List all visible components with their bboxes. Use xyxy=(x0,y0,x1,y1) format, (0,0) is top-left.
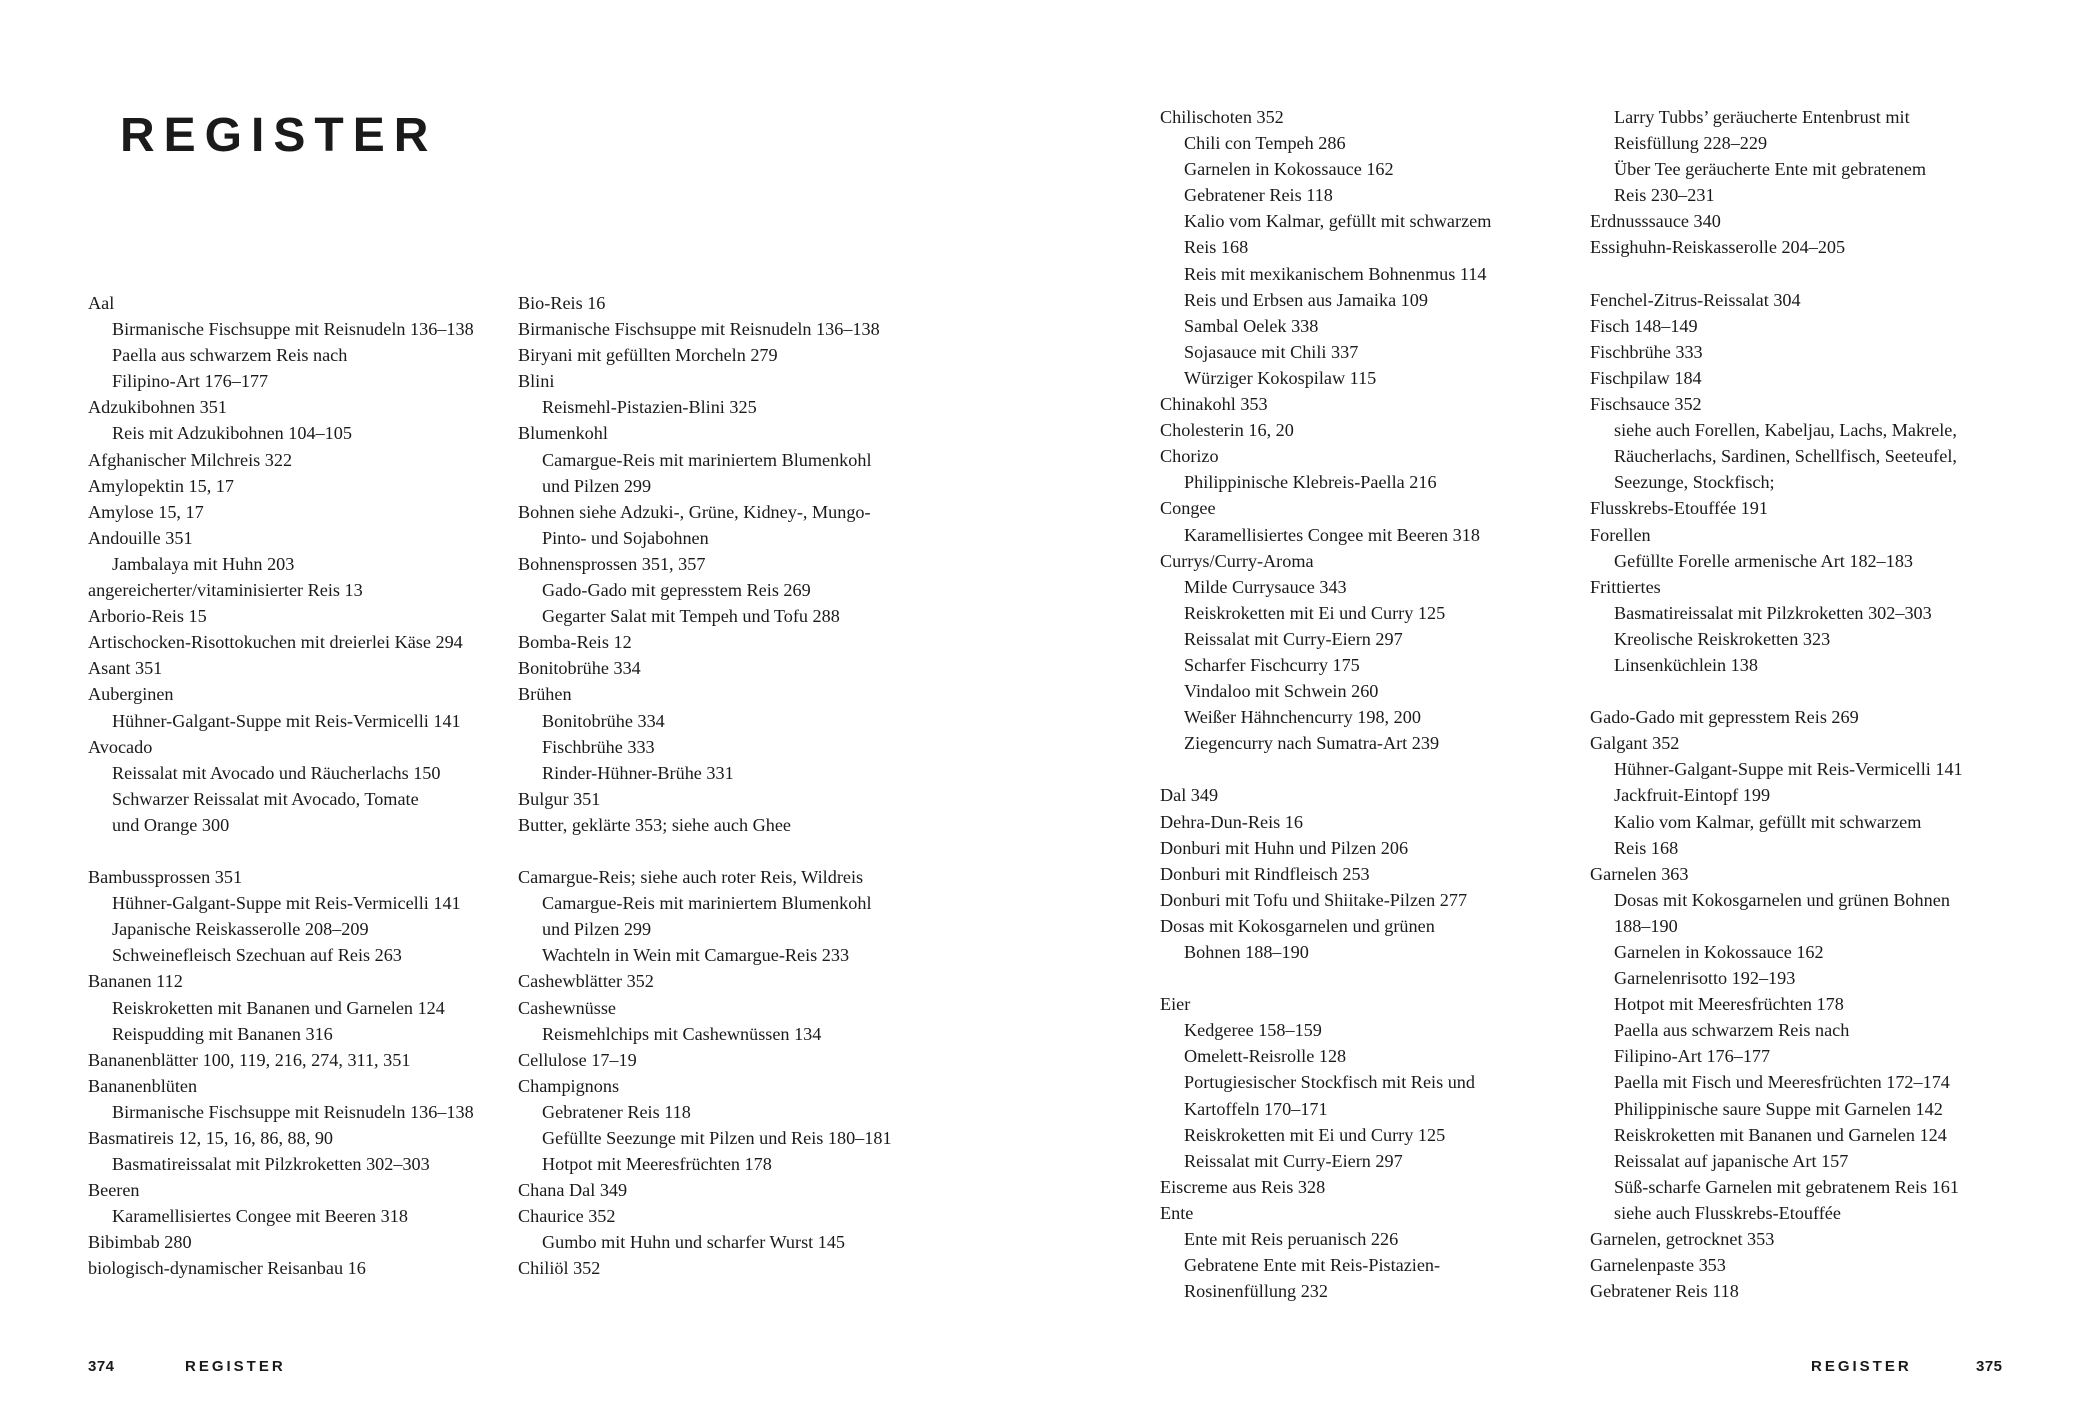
index-entry: Forellen xyxy=(1590,524,1651,545)
index-subentry: Garnelenrisotto 192–193 xyxy=(1614,968,1796,989)
index-subentry: Omelett-Reisrolle 128 xyxy=(1184,1046,1347,1067)
index-subentry: Würziger Kokospilaw 115 xyxy=(1184,367,1377,388)
index-entry: Essighuhn-Reiskasserolle 204–205 xyxy=(1590,237,1846,258)
index-subentry: Paella aus schwarzem Reis nach xyxy=(112,345,348,366)
index-subentry: Karamellisiertes Congee mit Beeren 318 xyxy=(1184,524,1480,545)
index-subentry: Birmanische Fischsuppe mit Reisnudeln 136–138 xyxy=(112,319,474,340)
index-entry: Camargue-Reis; siehe auch roter Reis, Wildreis xyxy=(518,867,864,888)
right-page-number: 375 xyxy=(1976,1358,2003,1375)
left-running-head: REGISTER xyxy=(185,1358,286,1375)
index-entry: Dal 349 xyxy=(1160,785,1219,806)
index-entry: Donburi mit Huhn und Pilzen 206 xyxy=(1160,837,1409,858)
index-subentry: und Pilzen 299 xyxy=(542,475,652,496)
index-entry: Donburi mit Tofu und Shiitake-Pilzen 277 xyxy=(1160,889,1468,910)
index-entry: Cashewblätter 352 xyxy=(518,971,654,992)
index-subentry: Reis 230–231 xyxy=(1614,185,1715,206)
index-entry: Flusskrebs-Etouffée 191 xyxy=(1590,498,1768,519)
index-entry: Galgant 352 xyxy=(1590,733,1680,754)
index-entry: Birmanische Fischsuppe mit Reisnudeln 136–138 xyxy=(518,319,880,340)
index-entry: Bananenblätter 100, 119, 216, 274, 311, 351 xyxy=(88,1049,411,1070)
index-subentry: Reis und Erbsen aus Jamaika 109 xyxy=(1184,289,1428,310)
index-entry: biologisch-dynamischer Reisanbau 16 xyxy=(88,1258,366,1279)
index-entry: Bibimbab 280 xyxy=(88,1232,192,1253)
index-subentry: Gebratene Ente mit Reis-Pistazien- xyxy=(1184,1255,1441,1276)
index-subentry: Philippinische saure Suppe mit Garnelen 142 xyxy=(1614,1098,1943,1119)
index-subentry: Japanische Reiskasserolle 208–209 xyxy=(112,919,369,940)
index-entry: Dosas mit Kokosgarnelen und grünen xyxy=(1160,915,1435,936)
index-entry: Eiscreme aus Reis 328 xyxy=(1160,1176,1326,1197)
index-entry: Cashewnüsse xyxy=(518,997,616,1018)
index-subentry: Weißer Hähnchencurry 198, 200 xyxy=(1184,707,1421,728)
index-entry: Basmatireis 12, 15, 16, 86, 88, 90 xyxy=(88,1128,334,1148)
left-page-number: 374 xyxy=(88,1358,115,1375)
index-subentry: und Pilzen 299 xyxy=(542,919,652,940)
index-subentry: Reiskroketten mit Bananen und Garnelen 124 xyxy=(1614,1124,1947,1145)
index-subentry: Kedgeree 158–159 xyxy=(1184,1020,1322,1041)
index-subentry: Pinto- und Sojabohnen xyxy=(542,527,709,548)
index-entry: Avocado xyxy=(88,736,153,757)
index-entry: Bambussprossen 351 xyxy=(88,867,243,888)
index-entry: Amylose 15, 17 xyxy=(88,501,204,522)
index-subentry: Paella mit Fisch und Meeresfrüchten 172–174 xyxy=(1614,1072,1950,1093)
index-entry: Dehra-Dun-Reis 16 xyxy=(1160,811,1303,832)
index-subentry: und Orange 300 xyxy=(112,814,230,835)
index-subentry: Bonitobrühe 334 xyxy=(542,710,665,731)
index-subentry: Basmatireissalat mit Pilzkroketten 302–303 xyxy=(1614,602,1932,623)
index-subentry: Gado-Gado mit gepresstem Reis 269 xyxy=(542,580,811,601)
index-subentry: Rinder-Hühner-Brühe 331 xyxy=(542,762,734,783)
right-running-head: REGISTER xyxy=(1811,1358,1912,1375)
index-entry: Andouille 351 xyxy=(88,527,193,548)
index-subentry: Reismehl-Pistazien-Blini 325 xyxy=(542,397,757,418)
index-entry: Blini xyxy=(518,371,555,392)
index-subentry: 188–190 xyxy=(1614,915,1678,936)
index-subentry: Camargue-Reis mit mariniertem Blumenkohl xyxy=(542,893,872,914)
index-subentry: Reis 168 xyxy=(1184,237,1249,258)
index-subentry: Bohnen 188–190 xyxy=(1184,942,1309,962)
index-entry: Eier xyxy=(1160,994,1191,1015)
index-subentry: Chili con Tempeh 286 xyxy=(1184,133,1346,154)
index-entry: Bohnen siehe Adzuki-, Grüne, Kidney-, Mungo- xyxy=(518,501,871,522)
index-entry: Fischbrühe 333 xyxy=(1590,341,1703,362)
index-subentry: Hotpot mit Meeresfrüchten 178 xyxy=(1614,994,1844,1015)
index-subentry: Gefüllte Seezunge mit Pilzen und Reis 180–181 xyxy=(542,1128,892,1148)
index-subentry: Scharfer Fischcurry 175 xyxy=(1184,654,1360,675)
index-entry: Gebratener Reis 118 xyxy=(1590,1281,1739,1302)
section-gap xyxy=(1160,756,1570,782)
index-entry: Chilischoten 352 xyxy=(1160,107,1284,127)
index-entry: Bananenblüten xyxy=(88,1075,198,1096)
index-subentry: Gumbo mit Huhn und scharfer Wurst 145 xyxy=(542,1232,846,1253)
index-subentry: Reis 168 xyxy=(1614,837,1679,858)
index-subentry: Reiskroketten mit Ei und Curry 125 xyxy=(1184,1124,1446,1145)
section-gap xyxy=(1590,261,2000,287)
section-gap xyxy=(1160,965,1570,991)
index-subentry: Räucherlachs, Sardinen, Schellfisch, Seeteufel, xyxy=(1614,446,1957,467)
index-subentry: siehe auch Forellen, Kabeljau, Lachs, Makrele, xyxy=(1614,420,1957,441)
index-subentry: Seezunge, Stockfisch; xyxy=(1614,472,1775,493)
index-entry: Fisch 148–149 xyxy=(1590,315,1698,336)
index-subentry: Schweinefleisch Szechuan auf Reis 263 xyxy=(112,945,402,966)
index-subentry: Kalio vom Kalmar, gefüllt mit schwarzem xyxy=(1614,811,1922,832)
index-subentry: Karamellisiertes Congee mit Beeren 318 xyxy=(112,1206,408,1227)
index-subentry: Hühner-Galgant-Suppe mit Reis-Vermicelli 141 xyxy=(112,710,461,731)
index-entry: Cellulose 17–19 xyxy=(518,1049,637,1070)
index-entry: Arborio-Reis 15 xyxy=(88,606,207,627)
index-subentry: Reis mit mexikanischem Bohnenmus 114 xyxy=(1184,263,1487,284)
index-subentry: Milde Currysauce 343 xyxy=(1184,576,1347,597)
index-entry: Chaurice 352 xyxy=(518,1206,616,1227)
index-column-2 xyxy=(518,290,928,1282)
index-subentry: Hotpot mit Meeresfrüchten 178 xyxy=(542,1154,772,1175)
index-subentry: Gebratener Reis 118 xyxy=(1184,185,1333,206)
index-entry: Chorizo xyxy=(1160,446,1219,467)
index-subentry: Kreolische Reiskroketten 323 xyxy=(1614,628,1831,649)
index-subentry: Jambalaya mit Huhn 203 xyxy=(112,553,295,574)
index-subentry: Ziegencurry nach Sumatra-Art 239 xyxy=(1184,733,1440,754)
index-subentry: Reismehlchips mit Cashewnüssen 134 xyxy=(542,1023,822,1044)
index-subentry: Kartoffeln 170–171 xyxy=(1184,1098,1328,1119)
index-entry: Bomba-Reis 12 xyxy=(518,632,632,653)
index-entry: Erdnusssauce 340 xyxy=(1590,211,1721,232)
index-subentry: Garnelen in Kokossauce 162 xyxy=(1184,159,1394,180)
index-entry: Bananen 112 xyxy=(88,971,183,992)
index-entry: Chinakohl 353 xyxy=(1160,394,1268,415)
index-entry: Garnelen, getrocknet 353 xyxy=(1590,1229,1775,1250)
index-entry: Garnelenpaste 353 xyxy=(1590,1255,1726,1276)
index-subentry: Hühner-Galgant-Suppe mit Reis-Vermicelli 141 xyxy=(1614,759,1963,780)
index-entry: Fischpilaw 184 xyxy=(1590,367,1702,388)
index-column-1 xyxy=(88,290,498,1282)
index-entry: Beeren xyxy=(88,1180,140,1201)
index-entry: Champignons xyxy=(518,1075,620,1096)
index-entry: Congee xyxy=(1160,498,1216,519)
index-subentry: Sambal Oelek 338 xyxy=(1184,315,1319,336)
index-subentry: Linsenküchlein 138 xyxy=(1614,654,1758,675)
index-subentry: Fischbrühe 333 xyxy=(542,736,655,757)
index-column-3 xyxy=(1160,104,1570,1304)
index-subentry: Filipino-Art 176–177 xyxy=(112,371,269,392)
index-entry: Chiliöl 352 xyxy=(518,1258,601,1279)
index-subentry: Hühner-Galgant-Suppe mit Reis-Vermicelli 141 xyxy=(112,893,461,914)
index-subentry: Reiskroketten mit Ei und Curry 125 xyxy=(1184,602,1446,623)
index-entry: Artischocken-Risottokuchen mit dreierlei Käse 294 xyxy=(88,632,463,653)
index-entry: Cholesterin 16, 20 xyxy=(1160,420,1294,441)
section-gap xyxy=(1590,678,2000,704)
index-entry: Asant 351 xyxy=(88,658,163,679)
index-subentry: Reissalat mit Curry-Eiern 297 xyxy=(1184,1150,1403,1171)
index-entry: Bulgur 351 xyxy=(518,788,601,809)
index-subentry: Garnelen in Kokossauce 162 xyxy=(1614,942,1824,962)
index-entry: Gado-Gado mit gepresstem Reis 269 xyxy=(1590,707,1859,728)
section-gap xyxy=(518,838,928,864)
index-subentry: Süß-scharfe Garnelen mit gebratenem Reis 161 xyxy=(1614,1176,1959,1197)
index-entry: Brühen xyxy=(518,684,572,705)
index-entry: Fischsauce 352 xyxy=(1590,394,1702,415)
index-subentry: Rosinenfüllung 232 xyxy=(1184,1281,1328,1302)
index-entry: Afghanischer Milchreis 322 xyxy=(88,449,293,470)
index-entry: Blumenkohl xyxy=(518,423,608,444)
index-subentry: Birmanische Fischsuppe mit Reisnudeln 136–138 xyxy=(112,1101,474,1122)
index-subentry: Portugiesischer Stockfisch mit Reis und xyxy=(1184,1072,1475,1093)
index-entry: Bonitobrühe 334 xyxy=(518,658,641,679)
index-entry: angereicherter/vitaminisierter Reis 13 xyxy=(88,580,363,601)
index-entry: Biryani mit gefüllten Morcheln 279 xyxy=(518,345,778,366)
index-subentry: siehe auch Flusskrebs-Etouffée xyxy=(1614,1202,1841,1223)
index-subentry: Reissalat auf japanische Art 157 xyxy=(1614,1150,1849,1171)
index-subentry: Filipino-Art 176–177 xyxy=(1614,1046,1771,1067)
index-subentry: Camargue-Reis mit mariniertem Blumenkohl xyxy=(542,449,872,470)
index-entry: Aal xyxy=(88,293,115,313)
index-subentry: Reis mit Adzukibohnen 104–105 xyxy=(112,423,352,444)
index-entry: Currys/Curry-Aroma xyxy=(1160,550,1314,571)
index-entry: Frittiertes xyxy=(1590,576,1661,597)
index-entry: Bohnensprossen 351, 357 xyxy=(518,553,706,574)
index-subentry: Kalio vom Kalmar, gefüllt mit schwarzem xyxy=(1184,211,1492,232)
index-subentry: Larry Tubbs’ geräucherte Entenbrust mit xyxy=(1614,107,1910,127)
index-subentry: Basmatireissalat mit Pilzkroketten 302–303 xyxy=(112,1154,430,1175)
index-entry: Amylopektin 15, 17 xyxy=(88,475,234,496)
index-column-4 xyxy=(1590,104,2000,1304)
index-subentry: Gebratener Reis 118 xyxy=(542,1101,691,1122)
index-subentry: Dosas mit Kokosgarnelen und grünen Bohnen xyxy=(1614,889,1950,910)
index-subentry: Über Tee geräucherte Ente mit gebratenem xyxy=(1614,159,1926,180)
index-subentry: Paella aus schwarzem Reis nach xyxy=(1614,1020,1850,1041)
index-entry: Donburi mit Rindfleisch 253 xyxy=(1160,863,1370,884)
index-subentry: Gefüllte Forelle armenische Art 182–183 xyxy=(1614,550,1914,571)
index-entry: Ente xyxy=(1160,1202,1194,1223)
index-subentry: Reissalat mit Curry-Eiern 297 xyxy=(1184,628,1403,649)
index-entry: Adzukibohnen 351 xyxy=(88,397,227,418)
index-subentry: Reisfüllung 228–229 xyxy=(1614,133,1768,154)
section-gap xyxy=(88,838,498,864)
index-entry: Auberginen xyxy=(88,684,174,705)
index-subentry: Reispudding mit Bananen 316 xyxy=(112,1023,333,1044)
page-title: REGISTER xyxy=(120,109,438,162)
index-subentry: Schwarzer Reissalat mit Avocado, Tomate xyxy=(112,788,419,809)
index-entry: Fenchel-Zitrus-Reissalat 304 xyxy=(1590,289,1801,310)
index-subentry: Ente mit Reis peruanisch 226 xyxy=(1184,1229,1399,1250)
index-subentry: Reiskroketten mit Bananen und Garnelen 124 xyxy=(112,997,445,1018)
index-subentry: Vindaloo mit Schwein 260 xyxy=(1184,681,1379,702)
index-subentry: Wachteln in Wein mit Camargue-Reis 233 xyxy=(542,945,850,966)
index-subentry: Philippinische Klebreis-Paella 216 xyxy=(1184,472,1437,493)
index-entry: Bio-Reis 16 xyxy=(518,293,606,313)
index-subentry: Reissalat mit Avocado und Räucherlachs 150 xyxy=(112,762,441,783)
index-subentry: Sojasauce mit Chili 337 xyxy=(1184,341,1359,362)
index-subentry: Jackfruit-Eintopf 199 xyxy=(1614,785,1771,806)
index-subentry: Gegarter Salat mit Tempeh und Tofu 288 xyxy=(542,606,840,627)
index-entry: Butter, geklärte 353; siehe auch Ghee xyxy=(518,814,791,835)
index-entry: Garnelen 363 xyxy=(1590,863,1689,884)
index-entry: Chana Dal 349 xyxy=(518,1180,628,1201)
